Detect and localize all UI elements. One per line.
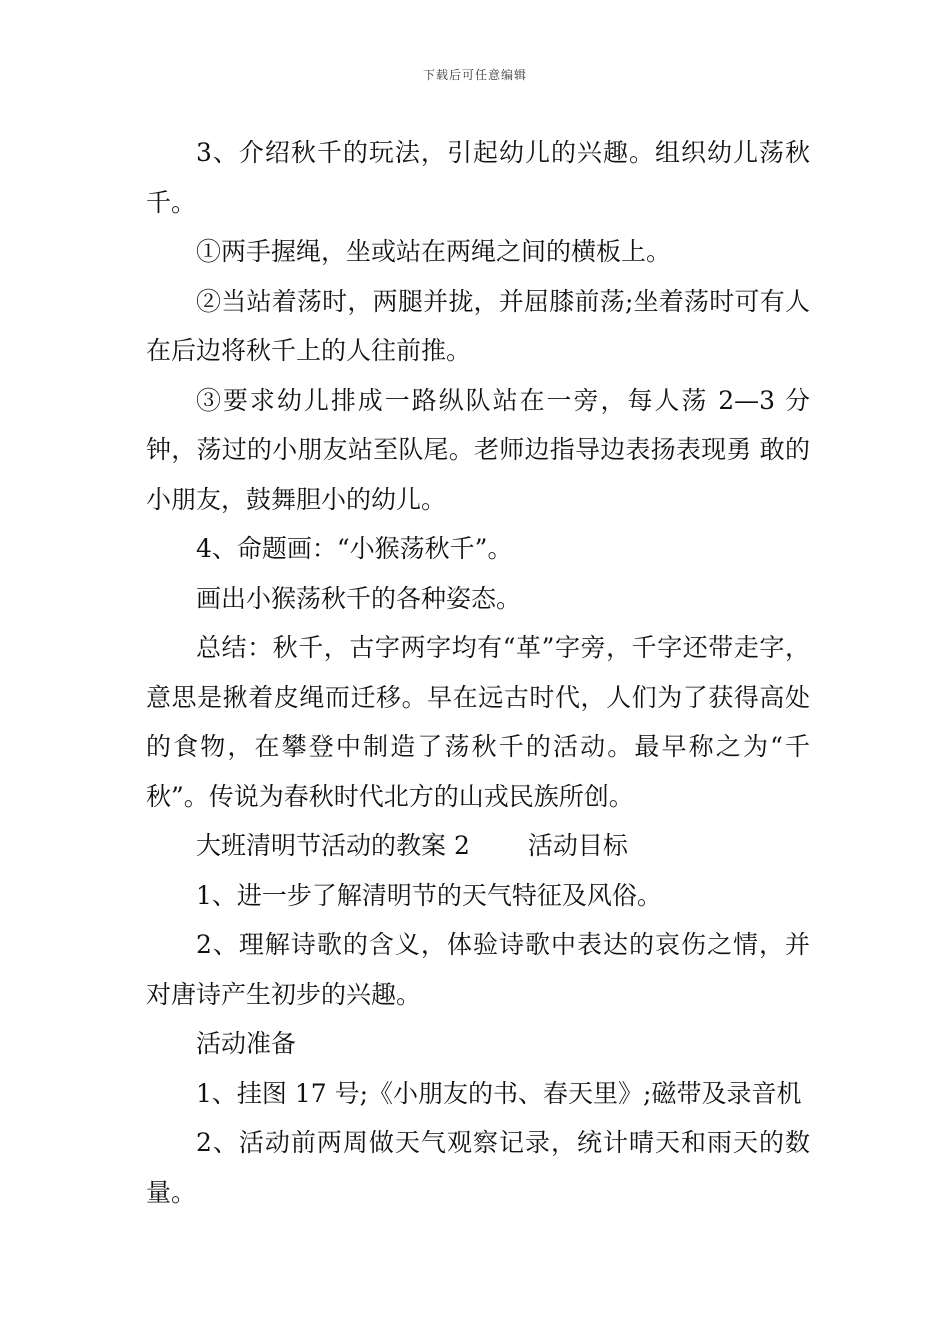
paragraph-step-4: 4、命题画：“小猴荡秋千”。 (196, 534, 513, 563)
paragraph-step-3-circle: ③要求幼儿排成一路纵队站在一旁，每人荡 2—3 分钟，荡过的小朋友站至队尾。老师边指导边表扬表现勇 敢的小朋友，鼓舞胆小的幼儿。 (146, 385, 810, 514)
paragraph-step-1-circle: ①两手握绳，坐或站在两绳之间的横板上。 (196, 237, 672, 266)
section-heading (146, 821, 810, 871)
paragraph-step-2-circle: ②当站着荡时，两腿并拢，并屈膝前荡;坐着荡时可有人在后边将秋千上的人往前推。 (146, 286, 810, 365)
paragraph-prep-1: 1、挂图 17 号;《小朋友的书、春天里》;磁带及录音机 (196, 1078, 802, 1108)
paragraph-summary: 总结：秋千，古字两字均有“革”字旁，千字还带走字，意思是揪着皮绳而迁移。早在远古时代，人们为了获得高处的食物，在攀登中制造了荡秋千的活动。最早称之为“千秋”。传说为春秋时代北方的山戎民族所创。 (146, 633, 810, 811)
heading-preparation: 活动准备 (196, 1029, 297, 1058)
page-header: 下载后可任意编辑 (422, 68, 527, 82)
section-subtitle: 活动目标 (527, 831, 628, 860)
paragraph-goal-2: 2、理解诗歌的含义，体验诗歌中表达的哀伤之情，并对唐诗产生初步的兴趣。 (146, 930, 810, 1009)
paragraph-step-3: 3、介绍秋千的玩法，引起幼儿的兴趣。组织幼儿荡秋千。 (146, 138, 810, 217)
section-title: 大班清明节活动的教案 2 (196, 831, 470, 860)
paragraph-drawing: 画出小猴荡秋千的各种姿态。 (196, 583, 522, 613)
paragraph-goal-1: 1、进一步了解清明节的天气特征及风俗。 (196, 880, 662, 910)
document-body (146, 128, 810, 1217)
paragraph-prep-2: 2、活动前两周做天气观察记录，统计晴天和雨天的数量。 (146, 1128, 810, 1207)
